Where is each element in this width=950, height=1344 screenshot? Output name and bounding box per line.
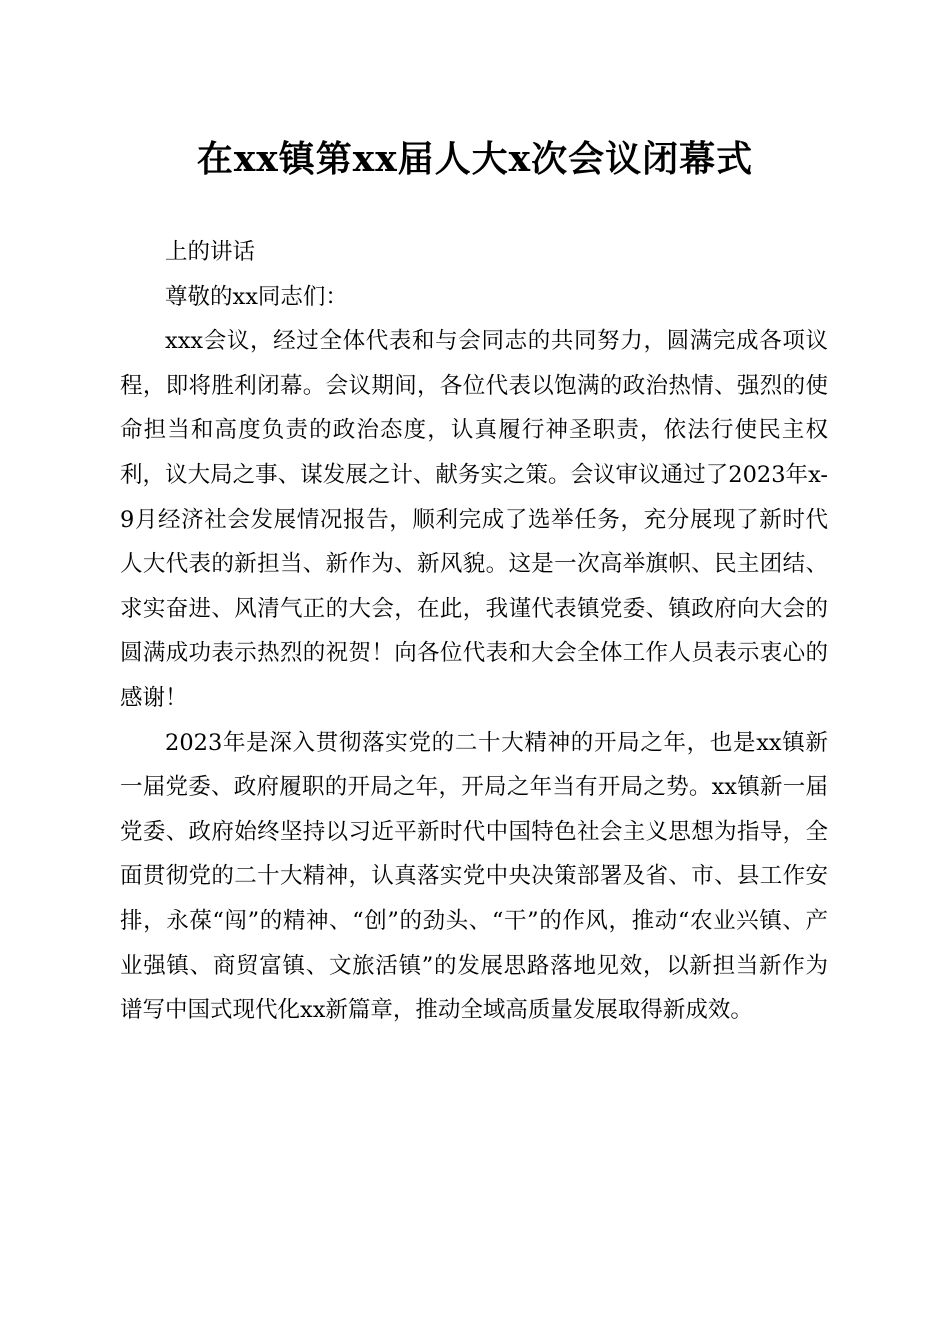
paragraph-body-1: xxx会议，经过全体代表和与会同志的共同努力，圆满完成各项议程，即将胜利闭幕。会议期间，各位代表以饱满的政治热情、强烈的使命担当和高度负责的政治态度，认真履行神圣职责，依法行使民主权利，议大局之事、谋发展之计、献务实之策。会议审议通过了2023年x-9月经济社会发展情况报告，顺利完成了选举任务，充分展现了新时代人大代表的新担当、新作为、新风貌。这是一次高举旗帜、民主团结、求实奋进、风清气正的大会，在此，我谨代表镇党委、镇政府向大会的圆满成功表示热烈的祝贺！向各位代表和大会全体工作人员表示衷心的感谢！ xyxy=(120,328,828,711)
document-title: 在xx镇第xx届人大x次会议闭幕式 xyxy=(196,138,754,180)
paragraph-body-2: 2023年是深入贯彻落实党的二十大精神的开局之年，也是xx镇新一届党委、政府履职的开局之年，开局之年当有开局之势。xx镇新一届党委、政府始终坚持以习近平新时代中国特色社会主义思想为指导，全面贯彻党的二十大精神，认真落实党中央决策部署及省、市、县工作安排，永葆“闯”的精神、“创”的劲头、“干”的作风，推动“农业兴镇、产业强镇、商贸富镇、文旅活镇”的发展思路落地见效，以新担当新作为谱写中国式现代化xx新篇章，推动全域高质量发展取得新成效。 xyxy=(120,729,828,1024)
document-body xyxy=(120,230,828,1033)
paragraph-salutation: 尊敬的xx同志们： xyxy=(165,283,348,310)
paragraph-subtitle: 上的讲话 xyxy=(165,239,256,265)
